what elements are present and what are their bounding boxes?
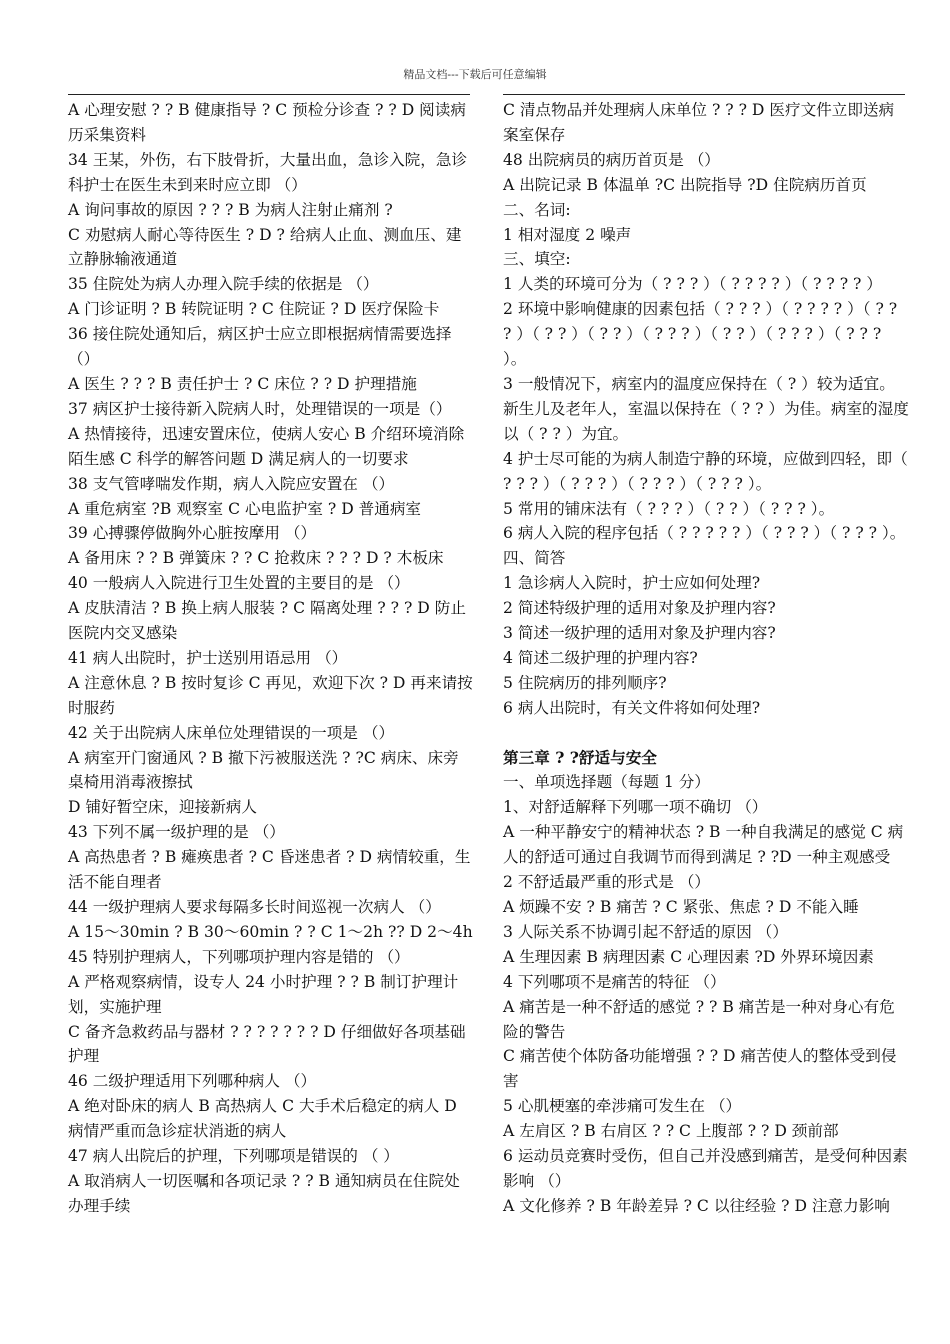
- question-42: 42 关于出院病人床单位处理错误的一项是 （）: [68, 723, 395, 742]
- text-line: A 出院记录 B 体温单 ?C 出院指导 ?D 住院病历首页: [503, 175, 867, 194]
- text-line: A 绝对卧床的病人 B 高热病人 C 大手术后稳定的病人 D 病情严重而急诊症状消逝的病人: [68, 1097, 462, 1141]
- text-line: 5 常用的铺床法有（ ? ? ? ）（ ? ? ）（ ? ? ? ）。: [503, 499, 835, 518]
- text-line: 1 相对湿度 2 噪声: [503, 225, 632, 244]
- text-line: C 劝慰病人耐心等待医生 ? D ? 给病人止血、测血压、建立静脉输液通道: [68, 225, 462, 269]
- text-line: 4 护士尽可能的为病人制造宁静的环境，应做到四轻，即（ ? ? ? ）（ ? ? ? ）（ ? ? ? ）（ ? ? ? ）。: [503, 449, 913, 493]
- text-line: 4 简述二级护理的护理内容?: [503, 648, 698, 667]
- text-line: A 生理因素 B 病理因素 C 心理因素 ?D 外界环境因素: [503, 947, 874, 966]
- text-line: A 注意休息 ? B 按时复诊 C 再见，欢迎下次 ? D 再来请按时服药: [68, 673, 473, 717]
- section-heading: 三、填空:: [503, 250, 571, 269]
- section-heading: 四、简答: [503, 549, 566, 568]
- text-line: A 病室开门窗通风 ? B 撤下污被服送洗 ? ?C 病床、床旁桌椅用消毒液擦拭: [68, 748, 459, 792]
- text-line: 5 住院病历的排列顺序?: [503, 673, 667, 692]
- blank-line: [503, 721, 909, 746]
- question-39: 39 心搏骤停做胸外心脏按摩用 （）: [68, 524, 317, 543]
- text-line: A 重危病室 ?B 观察室 C 心电监护室 ? D 普通病室: [68, 499, 422, 518]
- right-column: [503, 98, 913, 1219]
- text-line: 1 人类的环境可分为（ ? ? ? ）（ ? ? ? ? ）（ ? ? ? ? ）: [503, 275, 882, 294]
- question-43: 43 下列不属一级护理的是 （）: [68, 823, 285, 842]
- header-divider-right: [503, 94, 905, 95]
- text-line: 2 简述特级护理的适用对象及护理内容?: [503, 599, 776, 618]
- text-line: A 询问事故的原因 ? ? ? B 为病人注射止痛剂 ?: [68, 200, 393, 219]
- text-line: A 取消病人一切医嘱和各项记录 ? ? B 通知病员在住院处办理手续: [68, 1171, 460, 1215]
- section-heading: 一、单项选择题（每题 1 分）: [503, 773, 710, 792]
- text-line: A 皮肤清洁 ? B 换上病人服装 ? C 隔离处理 ? ? ? D 防止医院内交叉感染: [68, 599, 466, 643]
- question-35: 35 住院处为病人办理入院手续的依据是 （）: [68, 275, 379, 294]
- text-line: A 高热患者 ? B 瘫痪患者 ? C 昏迷患者 ? D 病情较重，生活不能自理者: [68, 848, 471, 892]
- question-40: 40 一般病人入院进行卫生处置的主要目的是 （）: [68, 574, 410, 593]
- question-3: 3 人际关系不协调引起不舒适的原因 （）: [503, 922, 788, 941]
- text-line: A 备用床 ? ? B 弹簧床 ? ? C 抢救床 ? ? ? D ? 木板床: [68, 549, 444, 568]
- text-line: A 左肩区 ? B 右肩区 ? ? C 上腹部 ? ? D 颈前部: [503, 1122, 839, 1141]
- text-line: A 15～30min ? B 30～60min ? ? C 1～2h ?? D 2～4h: [68, 922, 473, 941]
- page-header: 精品文档---下载后可任意编辑: [403, 68, 547, 81]
- question-36: 36 接住院处通知后，病区护士应立即根据病情需要选择 （）: [68, 325, 457, 369]
- question-37: 37 病区护士接待新入院病人时，处理错误的一项是（）: [68, 399, 452, 418]
- question-48: 48 出院病员的病历首页是 （）: [503, 150, 720, 169]
- text-line: A 门诊证明 ? B 转院证明 ? C 住院证 ? D 医疗保险卡: [68, 300, 440, 319]
- text-line: A 严格观察病情，设专人 24 小时护理 ? ? B 制订护理计划，实施护理: [68, 972, 459, 1016]
- section-heading: 二、名词:: [503, 200, 571, 219]
- text-line: A 医生 ? ? ? B 责任护士 ? C 床位 ? ? D 护理措施: [68, 374, 417, 393]
- text-line: A 心理安慰 ? ? B 健康指导 ? C 预检分诊查 ? ? D 阅读病历采集资料: [68, 101, 466, 144]
- question-44: 44 一级护理病人要求每隔多长时间巡视一次病人 （）: [68, 898, 441, 916]
- question-34: 34 王某，外伤，右下肢骨折，大量出血，急诊入院，急诊科护士在医生未到来时应立即 （）: [68, 150, 468, 194]
- header-divider-left: [68, 94, 470, 95]
- question-38: 38 支气管哮喘发作期，病人入院应安置在 （）: [68, 474, 395, 493]
- question-6: 6 运动员竞赛时受伤，但自己并没感到痛苦，是受何种因素影响 （）: [503, 1147, 908, 1190]
- text-line: 2 环境中影响健康的因素包括（ ? ? ? ）（ ? ? ? ? ）（ ? ? ? ）（ ? ? ）（ ? ? ）（ ? ? ? ）（ ? ? ）（ ? ? ? ）（ ? ? ? ）。: [503, 300, 903, 369]
- question-2: 2 不舒适最严重的形式是 （）: [503, 873, 710, 892]
- text-line: C 备齐急救药品与器材 ? ? ? ? ? ? ? D 仔细做好各项基础护理: [68, 1022, 466, 1066]
- question-41: 41 病人出院时，护士送别用语忌用 （）: [68, 648, 348, 667]
- text-line: C 清点物品并处理病人床单位 ? ? ? D 医疗文件立即送病案室保存: [503, 101, 895, 144]
- text-line: 3 一般情况下，病室内的温度应保持在（ ? ）较为适宜。新生儿及老年人，室温以保持在（ ? ? ）为佳。病室的湿度以（ ? ? ）为宜。: [503, 374, 909, 443]
- chapter-title: 第三章 ? ?舒适与安全: [503, 747, 657, 767]
- question-47: 47 病人出院后的护理，下列哪项是错误的 （ ）: [68, 1147, 399, 1166]
- question-4: 4 下列哪项不是痛苦的特征 （）: [503, 972, 726, 991]
- question-46: 46 二级护理适用下列哪种病人 （）: [68, 1072, 317, 1091]
- text-line: A 烦躁不安 ? B 痛苦 ? C 紧张、焦虑 ? D 不能入睡: [503, 897, 859, 916]
- text-line: A 痛苦是一种不舒适的感觉 ? ? B 痛苦是一种对身心有危险的警告: [503, 997, 895, 1041]
- text-line: A 文化修养 ? B 年龄差异 ? C 以往经验 ? D 注意力影响: [503, 1196, 890, 1215]
- text-line: 6 病人入院的程序包括（ ? ? ? ? ? ）（ ? ? ? ）（ ? ? ? ）。: [503, 524, 906, 543]
- text-line: A 一种平静安宁的精神状态 ? B 一种自我满足的感觉 C 病人的舒适可通过自我调节而得到满足 ? ?D 一种主观感受: [503, 823, 904, 867]
- text-line: D 铺好暂空床，迎接新病人: [68, 798, 257, 817]
- text-line: C 痛苦使个体防备功能增强 ? ? D 痛苦使人的整体受到侵害: [503, 1047, 897, 1091]
- question-1: 1、对舒适解释下列哪一项不确切 （）: [503, 798, 768, 817]
- text-line: 6 病人出院时，有关文件将如何处理?: [503, 698, 761, 717]
- left-column: [68, 98, 474, 1219]
- text-line: A 热情接待，迅速安置床位，使病人安心 B 介绍环境消除陌生感 C 科学的解答问题 D 满足病人的一切要求: [68, 424, 465, 468]
- question-5: 5 心肌梗塞的牵涉痛可发生在 （）: [503, 1097, 742, 1116]
- text-line: 1 急诊病人入院时，护士应如何处理?: [503, 574, 761, 593]
- question-45: 45 特别护理病人，下列哪项护理内容是错的 （）: [68, 947, 410, 966]
- text-line: 3 简述一级护理的适用对象及护理内容?: [503, 624, 776, 643]
